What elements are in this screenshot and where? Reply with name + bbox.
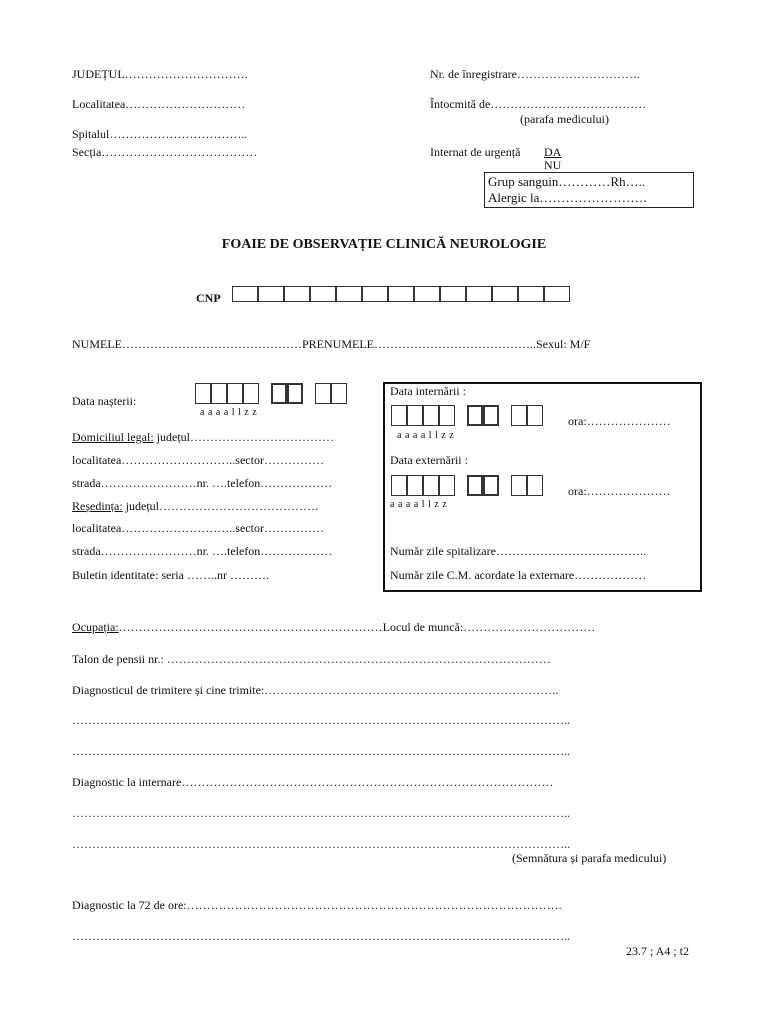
data-externarii-label: Data externării : xyxy=(390,453,468,467)
digit-box[interactable] xyxy=(518,286,544,302)
digit-box[interactable] xyxy=(331,383,347,404)
digit-box[interactable] xyxy=(439,475,455,496)
digit-box[interactable] xyxy=(336,286,362,302)
diagnostic-internare-field[interactable]: Diagnostic la internare………………………………………………………………………………… xyxy=(72,775,554,789)
digit-box[interactable] xyxy=(227,383,243,404)
domiciliu-strada-field[interactable]: strada……………………nr. ….telefon……………… xyxy=(72,476,333,490)
digit-box[interactable] xyxy=(388,286,414,302)
digit-box[interactable] xyxy=(483,475,499,496)
digit-box[interactable] xyxy=(271,383,287,404)
ora-internare-field[interactable]: ora:………………… xyxy=(568,414,671,428)
buletin-field[interactable]: Buletin identitate: seria ……..nr ………. xyxy=(72,568,269,582)
nume-prenume-sex-line[interactable]: NUMELE………………………………………PRENUMELE…………………………………..Sexul: M/F xyxy=(72,337,591,351)
semnatura-caption: (Semnătura și parafa medicului) xyxy=(512,851,667,865)
digit-box[interactable] xyxy=(232,286,258,302)
digit-box[interactable] xyxy=(467,475,483,496)
diagnostic-trimitere-field[interactable]: Diagnosticul de trimitere și cine trimite:……………………………………………………………….. xyxy=(72,683,559,697)
digit-box[interactable] xyxy=(423,475,439,496)
digit-box[interactable] xyxy=(511,405,527,426)
dotted-line[interactable]: …………………………………………………………………………………………………………….. xyxy=(72,713,570,727)
resedinta-label: Reședința: xyxy=(72,499,123,513)
digit-box[interactable] xyxy=(440,286,466,302)
dotted-line[interactable]: …………………………………………………………………………………………………………….. xyxy=(72,929,570,943)
dotted-line[interactable]: …………………………………………………………………………………………………………….. xyxy=(72,837,570,851)
domiciliu-label: Domiciliul legal: xyxy=(72,430,154,444)
resedinta-strada-field[interactable]: strada……………………nr. ….telefon……………… xyxy=(72,544,333,558)
domiciliu-judet-field[interactable]: județul……………………………… xyxy=(153,430,334,444)
nr-inregistrare-field[interactable]: Nr. de înregistrare…………………………. xyxy=(430,67,640,81)
spitalul-field[interactable]: Spitalul…………………………….. xyxy=(72,127,248,141)
digit-box[interactable] xyxy=(527,475,543,496)
alergic-field[interactable]: Alergic la……………………. xyxy=(488,190,647,205)
digit-box[interactable] xyxy=(407,475,423,496)
resedinta-judet-row[interactable] xyxy=(72,499,318,513)
digit-box[interactable] xyxy=(211,383,227,404)
dotted-line[interactable]: …………………………………………………………………………………………………………….. xyxy=(72,744,570,758)
digit-box[interactable] xyxy=(407,405,423,426)
digit-box[interactable] xyxy=(492,286,518,302)
digit-box[interactable] xyxy=(527,405,543,426)
resedinta-judet-field[interactable]: județul…………………………………. xyxy=(122,499,318,513)
zile-cm-field[interactable]: Număr zile C.M. acordate la externare……………… xyxy=(390,568,647,582)
digit-box[interactable] xyxy=(414,286,440,302)
judetul-field[interactable]: JUDEȚUL…………………………. xyxy=(72,67,248,81)
footer-code: 23.7 ; A4 ; t2 xyxy=(626,944,690,958)
intocmita-field[interactable]: Întocmită de………………………………… xyxy=(430,97,647,111)
zile-spitalizare-field[interactable]: Număr zile spitalizare……………………………….. xyxy=(390,544,646,558)
cnp-label: CNP xyxy=(196,291,221,305)
digit-box[interactable] xyxy=(284,286,310,302)
digit-box[interactable] xyxy=(511,475,527,496)
digit-box[interactable] xyxy=(391,475,407,496)
digit-box[interactable] xyxy=(243,383,259,404)
parafa-caption: (parafa medicului) xyxy=(520,112,609,126)
digit-box[interactable] xyxy=(544,286,570,302)
urgenta-da-option[interactable]: DA xyxy=(544,145,562,159)
digit-box[interactable] xyxy=(391,405,407,426)
digit-box[interactable] xyxy=(195,383,211,404)
externare-date-format: a a a a l l z z xyxy=(390,499,448,510)
ora-externare-field[interactable]: ora:………………… xyxy=(568,484,671,498)
internat-urgenta-label: Internat de urgență xyxy=(430,145,521,159)
diagnostic-72-field[interactable]: Diagnostic la 72 de ore:…………………………………………………………………………………. xyxy=(72,898,562,912)
ocupatia-locul-munca-field[interactable]: …………………………………………………………Locul de muncă:…………………………… xyxy=(118,620,596,634)
digit-box[interactable] xyxy=(423,405,439,426)
internare-date-format: a a a a l l z z xyxy=(397,430,455,441)
birth-date-format: a a a a l l z z xyxy=(200,407,258,418)
domiciliu-localitate-field[interactable]: localitatea………………………..sector…………… xyxy=(72,453,324,467)
digit-box[interactable] xyxy=(258,286,284,302)
grup-sanguin-field[interactable]: Grup sanguin…………Rh….. xyxy=(488,174,646,189)
talon-pensii-field[interactable]: Talon de pensii nr.: …………………………………………………………………………………… xyxy=(72,652,551,666)
digit-box[interactable] xyxy=(467,405,483,426)
page-title: FOAIE DE OBSERVAȚIE CLINICĂ NEUROLOGIE xyxy=(221,237,547,252)
ocupatia-row[interactable] xyxy=(72,620,595,634)
data-internarii-label: Data internării : xyxy=(390,384,466,398)
ocupatia-label: Ocupația: xyxy=(72,620,119,634)
localitatea-field[interactable]: Localitatea………………………… xyxy=(72,97,246,111)
digit-box[interactable] xyxy=(466,286,492,302)
digit-box[interactable] xyxy=(439,405,455,426)
digit-box[interactable] xyxy=(483,405,499,426)
sectia-field[interactable]: Secția………………………………… xyxy=(72,145,258,159)
urgenta-nu-option[interactable]: NU xyxy=(544,158,562,172)
data-nasterii-label: Data nașterii: xyxy=(72,394,137,408)
dotted-line[interactable]: …………………………………………………………………………………………………………….. xyxy=(72,806,570,820)
resedinta-localitate-field[interactable]: localitatea………………………..sector…………… xyxy=(72,521,324,535)
domiciliu-judet-row[interactable] xyxy=(72,430,334,444)
digit-box[interactable] xyxy=(315,383,331,404)
digit-box[interactable] xyxy=(310,286,336,302)
digit-box[interactable] xyxy=(362,286,388,302)
digit-box[interactable] xyxy=(287,383,303,404)
